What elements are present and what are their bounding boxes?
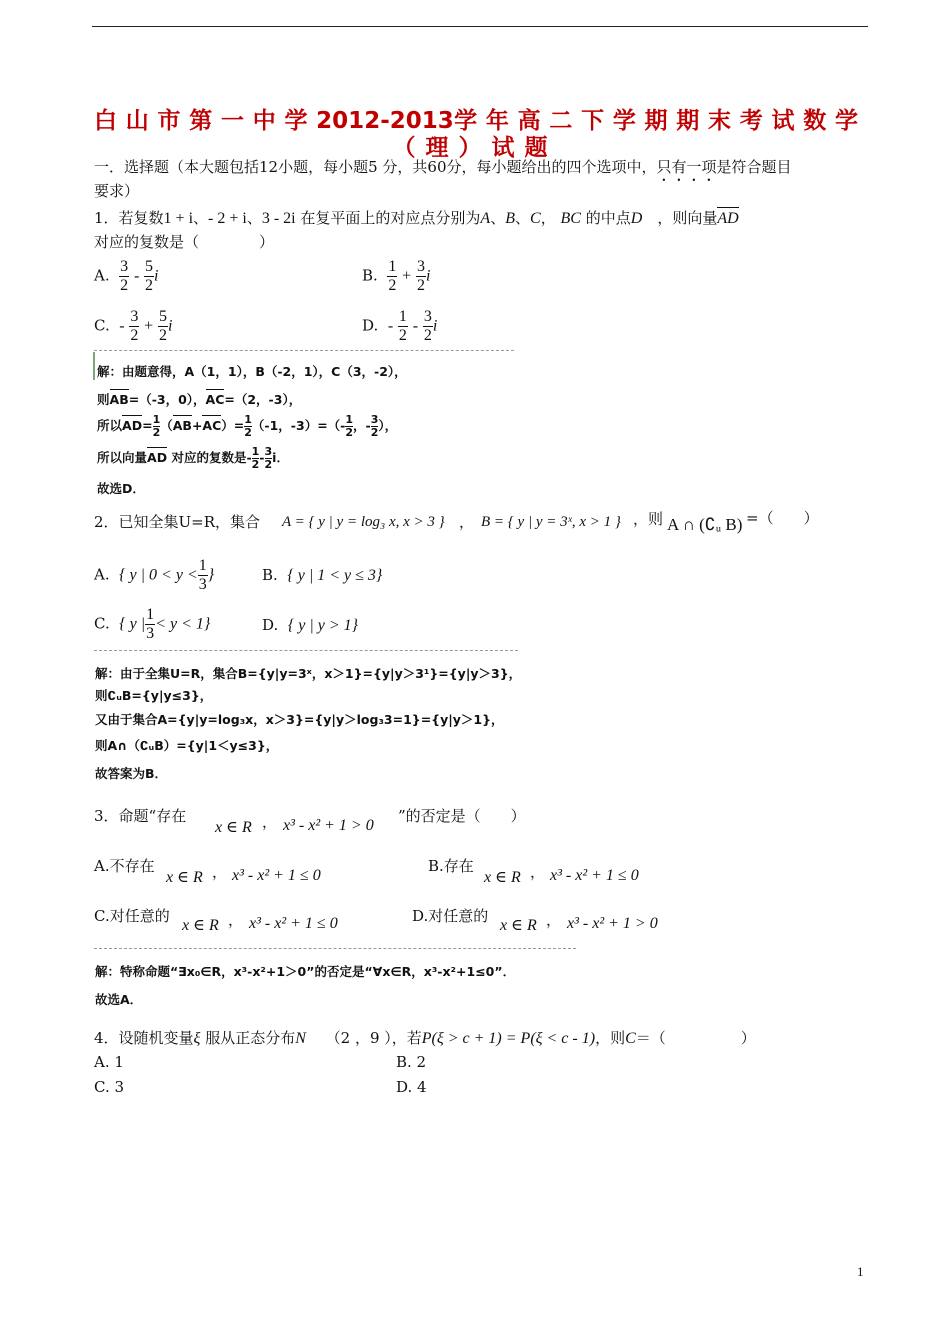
question-2-solution-line2: 则∁ᵤB={y|y≤3}， <box>95 688 213 703</box>
question-2-option-d[interactable]: D. { y | y > 1} <box>262 616 359 634</box>
fraction: $\frac{3}{2}$ <box>416 258 425 294</box>
question-3-option-a-label[interactable]: A.不存在 <box>94 857 155 875</box>
question-3-solution-line2: 故选A． <box>95 992 143 1007</box>
question-3-option-c-label[interactable]: C.对任意的 <box>94 907 170 925</box>
emphasis-text: 只有一项 <box>656 158 717 176</box>
question-2-solution-line3: 又由于集合A={y|y=log₃x，x＞3}={y|y＞log₃3=1}={y|y＞1}， <box>95 712 504 727</box>
question-3-solution-line1: 解：特称命题“∃x₀∈R，x³-x²+1＞0”的否定是“∀x∈R，x³-x²+1≤0”． <box>95 964 516 979</box>
question-4-option-a[interactable]: A. 1 <box>94 1053 124 1071</box>
section-heading-cont: 要求） <box>94 182 140 200</box>
vector-ad: AD <box>717 206 738 228</box>
solution-divider <box>94 948 576 949</box>
solution-marker <box>93 352 95 380</box>
question-2-solution-line5: 故答案为B． <box>95 766 168 781</box>
solution-divider <box>94 650 518 651</box>
question-3-option-b-label[interactable]: B.存在 <box>428 857 474 875</box>
inequality: x³ - x² + 1 > 0 <box>283 817 374 834</box>
question-1-stem: 1．若复数1 + i、- 2 + i、3 - 2i 在复平面上的对应点分别为A、B、C， BC 的中点D ，则向量AD <box>94 206 739 228</box>
page-title-line2: （理）试题 <box>392 135 558 161</box>
question-4-option-b[interactable]: B. 2 <box>396 1053 427 1071</box>
page-title-line1: 白 山 市 第 一 中 学 2012-2013学 年 高 二 下 学 期 期 末 考 试 数 学 <box>94 108 858 134</box>
question-1-option-d[interactable]: D. - $\frac{1}{2}$ - $\frac{3}{2}$ i <box>362 308 438 344</box>
question-1-solution-line1: 解：由题意得，A（1，1），B（-2，1），C（3，-2）， <box>97 364 407 379</box>
question-2-option-c[interactable]: C. { y | $\frac{1}{3}$ < y < 1} <box>94 606 211 642</box>
intersection-expression: A ∩ (∁ᵤ B) <box>667 515 743 534</box>
question-4-option-d[interactable]: D. 4 <box>396 1078 427 1096</box>
question-1-option-b[interactable]: B. $\frac{1}{2}$ + $\frac{3}{2}$ i <box>362 258 431 294</box>
set-a-definition: A = { y | y = log₃ x, x > 3 } <box>282 514 445 530</box>
question-1-solution-line4: 所以向量AD 对应的复数是- $\frac{1}{2}$ - $\frac{3}{2}$ i． <box>97 445 289 471</box>
question-1-option-a[interactable]: A. $\frac{3}{2}$ - $\frac{5}{2}$ i <box>94 258 159 294</box>
section-heading: 一．选择题（本大题包括12小题，每小题5 分，共60分，每小题给出的四个选项中，只有一项是符合题目 <box>94 158 792 176</box>
fraction: $\frac{5}{2}$ <box>158 308 167 344</box>
question-2-option-a[interactable]: A. { y | 0 < y < $\frac{1}{3}$ } <box>94 557 215 593</box>
fraction: $\frac{3}{2}$ <box>130 308 139 344</box>
solution-divider <box>94 350 514 351</box>
question-4-stem: 4．设随机变量ξ 服从正态分布N （2 ，9 ），若P(ξ > c + 1) = P(ξ < c - 1)，则C＝（ ） <box>94 1029 756 1047</box>
page-number: 1 <box>857 1264 864 1279</box>
question-2-stem: 2．已知全集U=R，集合 <box>94 513 261 531</box>
fraction: $\frac{5}{2}$ <box>145 258 154 294</box>
question-4-option-c[interactable]: C. 3 <box>94 1078 125 1096</box>
question-2-option-b[interactable]: B. { y | 1 < y ≤ 3} <box>262 566 383 584</box>
fraction: $\frac{3}{2}$ <box>120 258 129 294</box>
question-2-solution-line1: 解：由于全集U=R，集合B={y|y=3ˣ，x＞1}={y|y＞3¹}={y|y＞3}， <box>95 666 522 681</box>
question-1-option-c[interactable]: C. - $\frac{3}{2}$ + $\frac{5}{2}$ i <box>94 308 173 344</box>
fraction: $\frac{1}{2}$ <box>388 258 397 294</box>
header-rule <box>92 26 868 27</box>
question-3-stem: 3．命题“存在 <box>94 807 187 825</box>
question-1-solution-line3: 所以AD= $\frac{1}{2}$ （AB+AC）= $\frac{1}{2}$ （-1，-3）=（- $\frac{1}{2}$ ，- $\frac{3}{2}$ ）， <box>97 413 398 439</box>
question-1-solution-line2: 则AB=（-3，0），AC=（2，-3）， <box>97 388 301 408</box>
question-3-option-d-label[interactable]: D.对任意的 <box>412 907 489 925</box>
condition: x ∈ R <box>215 819 252 836</box>
question-1-solution-line5: 故选D． <box>97 481 145 496</box>
question-2-solution-line4: 则A∩（∁ᵤB）={y|1＜y≤3}， <box>95 738 279 753</box>
fraction: $\frac{1}{2}$ <box>398 308 407 344</box>
fraction: $\frac{3}{2}$ <box>423 308 432 344</box>
question-1-stem-cont: 对应的复数是（ ） <box>94 233 275 251</box>
set-b-definition: B = { y | y = 3ˣ, x > 1 } <box>481 514 621 530</box>
